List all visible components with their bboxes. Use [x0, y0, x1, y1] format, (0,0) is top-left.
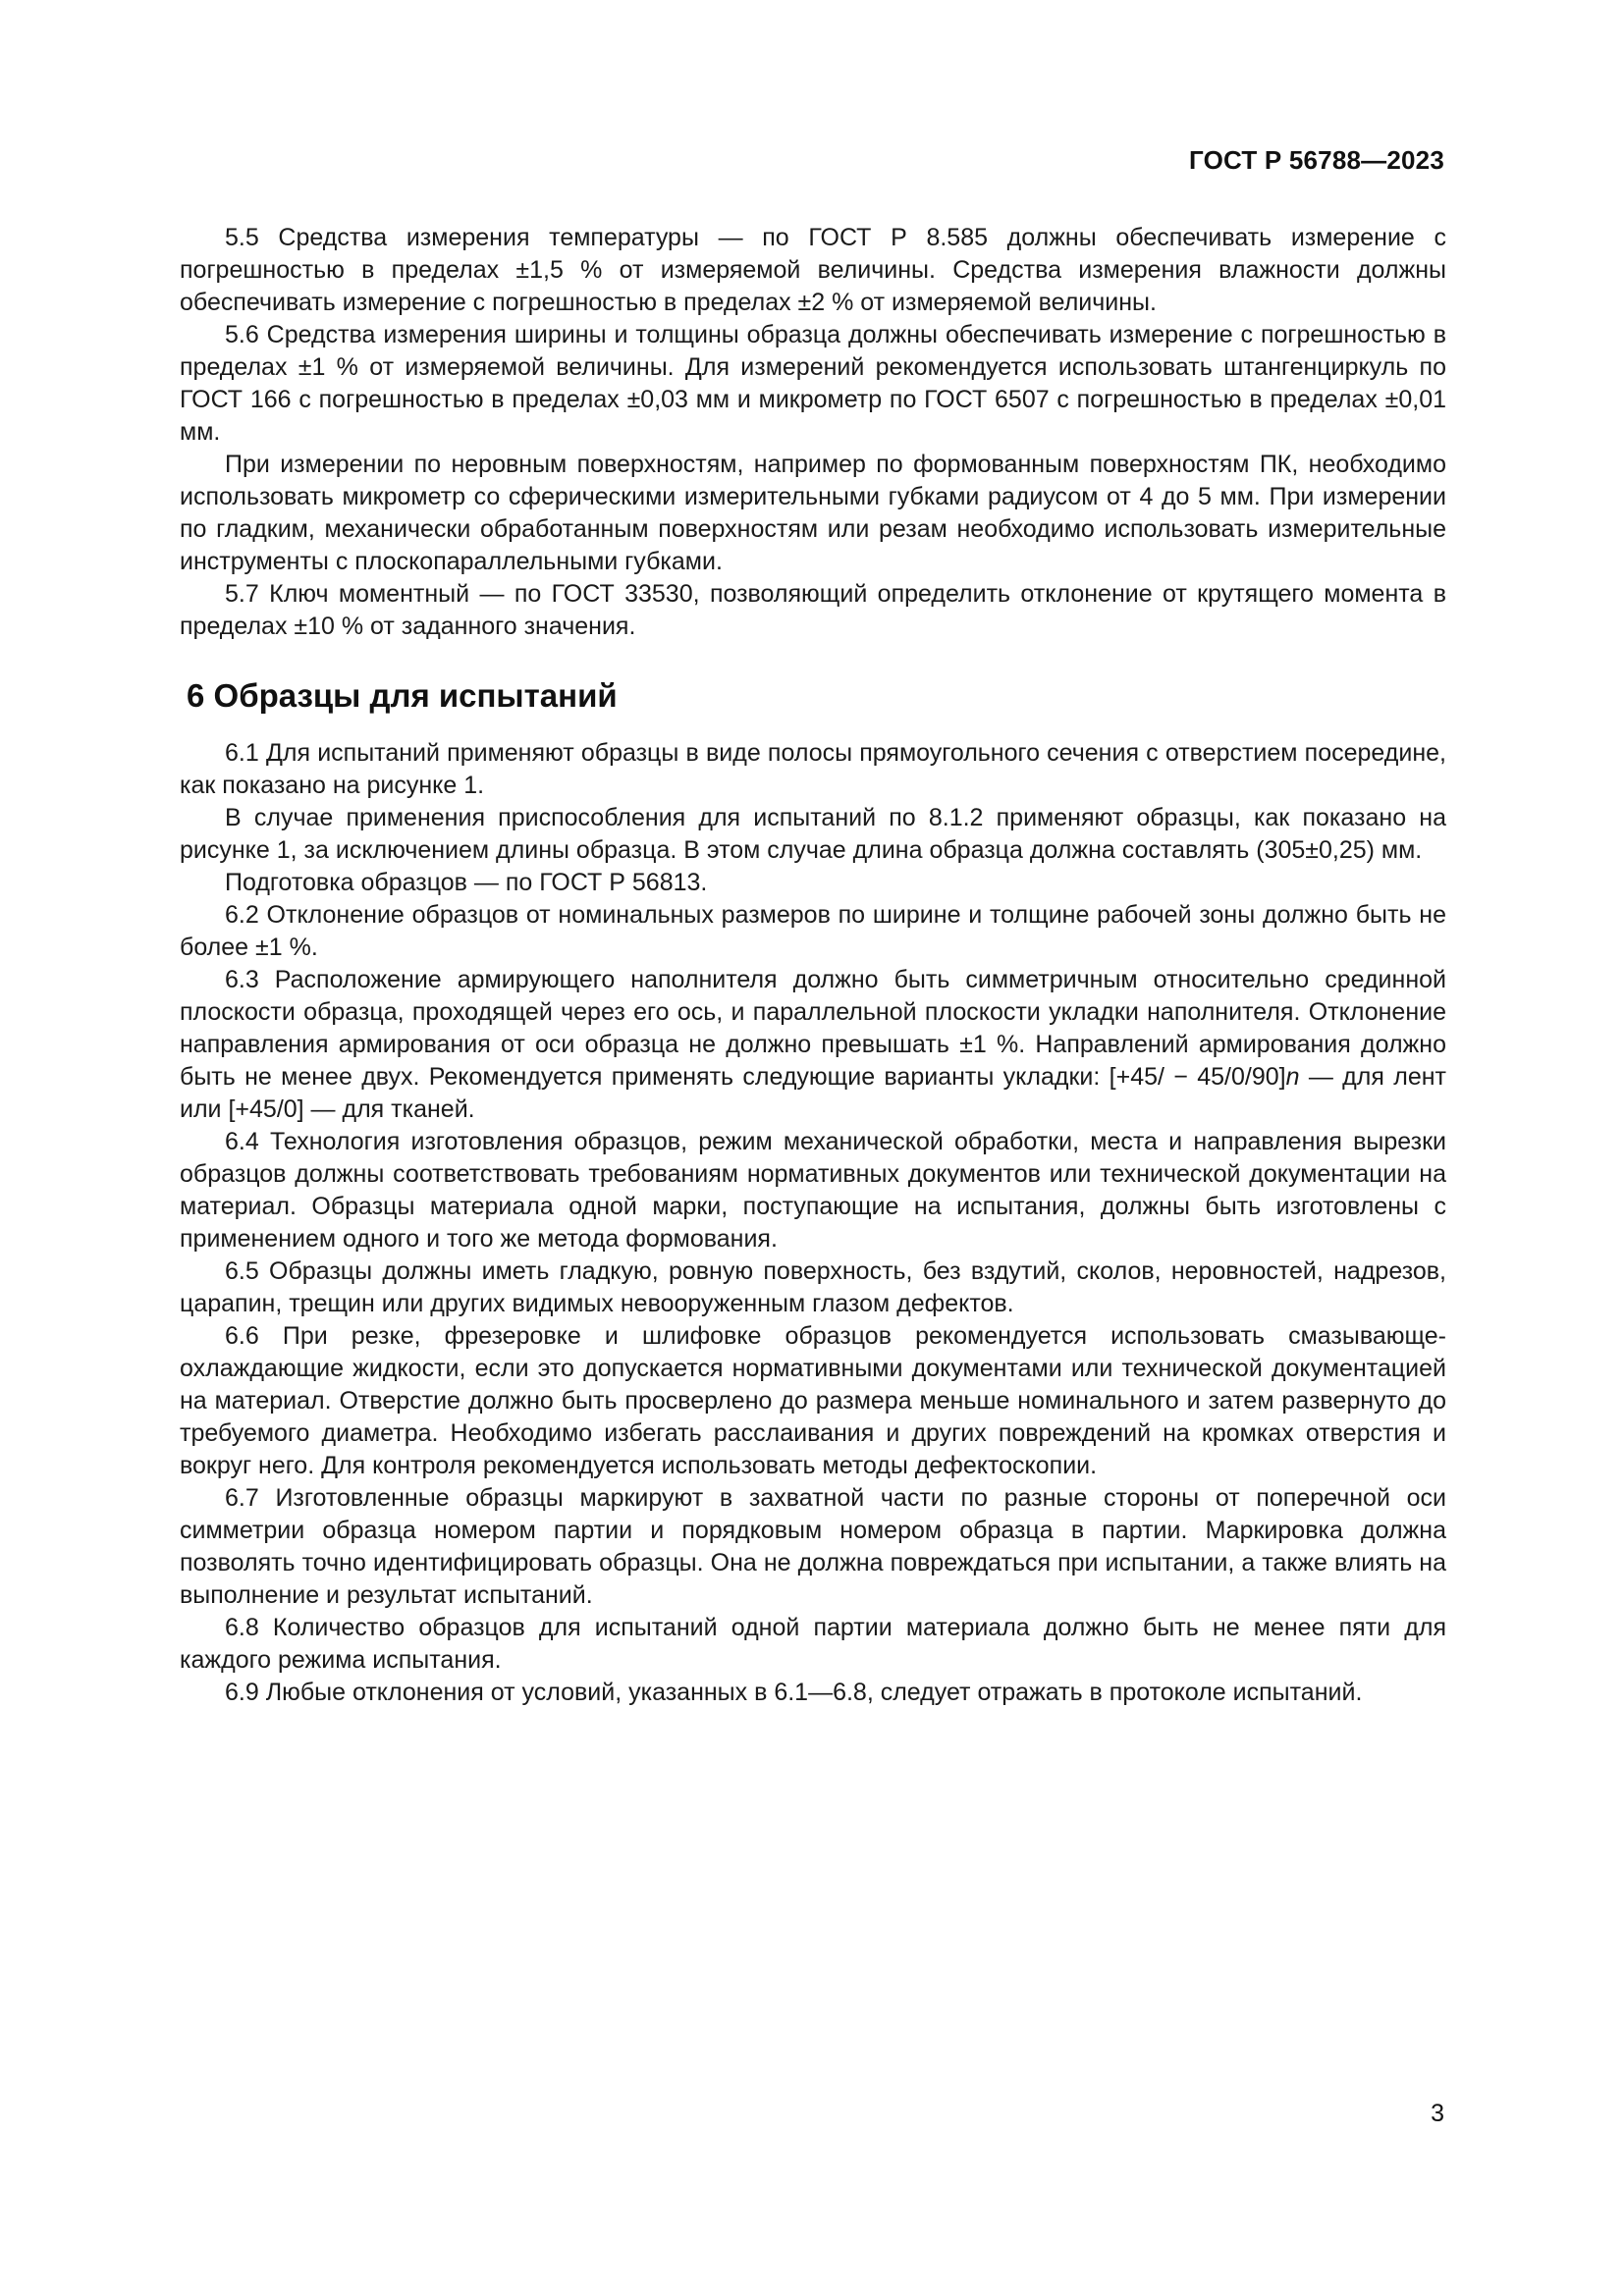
paragraph-6-1: 6.1 Для испытаний применяют образцы в виде полосы прямоугольного сечения с отверстием посередине, как показано на рисунке 1.: [180, 739, 1446, 799]
paragraph-6-3-text-after: — для лент или [+45/0] — для тканей.: [180, 1063, 1446, 1123]
page-number: 3: [1431, 2100, 1444, 2127]
paragraph-5-5: 5.5 Средства измерения температуры — по ГОСТ Р 8.585 должны обеспечивать измерение с погрешностью в пределах ±1,5 % от измеряемой величины. Средства измерения влажности должны обеспечивать измерение с погрешностью в пределах ±2 % от измеряемой величины.: [180, 224, 1446, 316]
paragraph-6-1-alt: В случае применения приспособления для испытаний по 8.1.2 применяют образцы, как показано на рисунке 1, за исключением длины образца. В этом случае длина образца должна составлять (305±0,25) мм.: [180, 804, 1446, 864]
paragraph-6-1-prep: Подготовка образцов — по ГОСТ Р 56813.: [225, 869, 708, 896]
paragraph-6-4: 6.4 Технология изготовления образцов, режим механической обработки, места и направления вырезки образцов должны соответствовать требованиям нормативных документов или технической документации на материал. Образцы материала одной марки, поступающие на испытания, должны быть изготовлены с применением одного и того же метода формования.: [180, 1128, 1446, 1253]
paragraph-5-6-note: При измерении по неровным поверхностям, например по формованным поверхностям ПК, необходимо использовать микрометр со сферическими измерительными губками радиусом от 4 до 5 мм. При измерении по гладким, механически обработанным поверхностям или резам необходимо использовать измерительные инструменты с плоскопараллельными губками.: [180, 451, 1446, 575]
paragraph-6-7: 6.7 Изготовленные образцы маркируют в захватной части по разные стороны от поперечной оси симметрии образца номером партии и порядковым номером образца в партии. Маркировка должна позволять точно идентифицировать образцы. Она не должна повреждаться при испытании, а также влиять на выполнение и результат испытаний.: [180, 1484, 1446, 1609]
paragraph-6-8: 6.8 Количество образцов для испытаний одной партии материала должно быть не менее пяти для каждого режима испытания.: [180, 1614, 1446, 1674]
paragraph-5-6: 5.6 Средства измерения ширины и толщины образца должны обеспечивать измерение с погрешностью в пределах ±1 % от измеряемой величины. Для измерений рекомендуется использовать штангенциркуль по ГОСТ 166 с погрешностью в пределах ±0,03 мм и микрометр по ГОСТ 6507 с погрешностью в пределах ±0,01 мм.: [180, 321, 1446, 446]
layup-index-n: n: [1285, 1063, 1300, 1091]
paragraph-6-5: 6.5 Образцы должны иметь гладкую, ровную поверхность, без вздутий, сколов, неровностей, надрезов, царапин, трещин или других видимых невооруженным глазом дефектов.: [180, 1257, 1446, 1317]
document-header: ГОСТ Р 56788—2023: [1189, 145, 1444, 175]
paragraph-6-3: [180, 964, 1446, 1126]
section-6-title: 6 Образцы для испытаний: [187, 677, 618, 714]
paragraph-6-2: 6.2 Отклонение образцов от номинальных размеров по ширине и толщине рабочей зоны должно быть не более ±1 %.: [180, 901, 1446, 961]
paragraph-5-7: 5.7 Ключ моментный — по ГОСТ 33530, позволяющий определить отклонение от крутящего момента в пределах ±10 % от заданного значения.: [180, 580, 1446, 640]
paragraph-6-3-text-before: 6.3 Расположение армирующего наполнителя должно быть симметричным относительно срединной плоскости образца, проходящей через его ось, и параллельной плоскости укладки наполнителя. Отклонение направления армирования от оси образца не должно превышать ±1 %. Направлений армирования должно быть не менее двух. Рекомендуется применять следующие варианты укладки: [+45/ − 45/0/90]: [180, 966, 1446, 1091]
page-content: [180, 222, 1446, 1709]
paragraph-6-9: 6.9 Любые отклонения от условий, указанных в 6.1—6.8, следует отражать в протоколе испытаний.: [225, 1679, 1363, 1706]
paragraph-6-6: 6.6 При резке, фрезеровке и шлифовке образцов рекомендуется использовать смазывающе-охлаждающие жидкости, если это допускается нормативными документами или технической документацией на материал. Отверстие должно быть просверлено до размера меньше номинального и затем развернуто до требуемого диаметра. Необходимо избегать расслаивания и других повреждений на кромках отверстия и вокруг него. Для контроля рекомендуется использовать методы дефектоскопии.: [180, 1322, 1446, 1479]
